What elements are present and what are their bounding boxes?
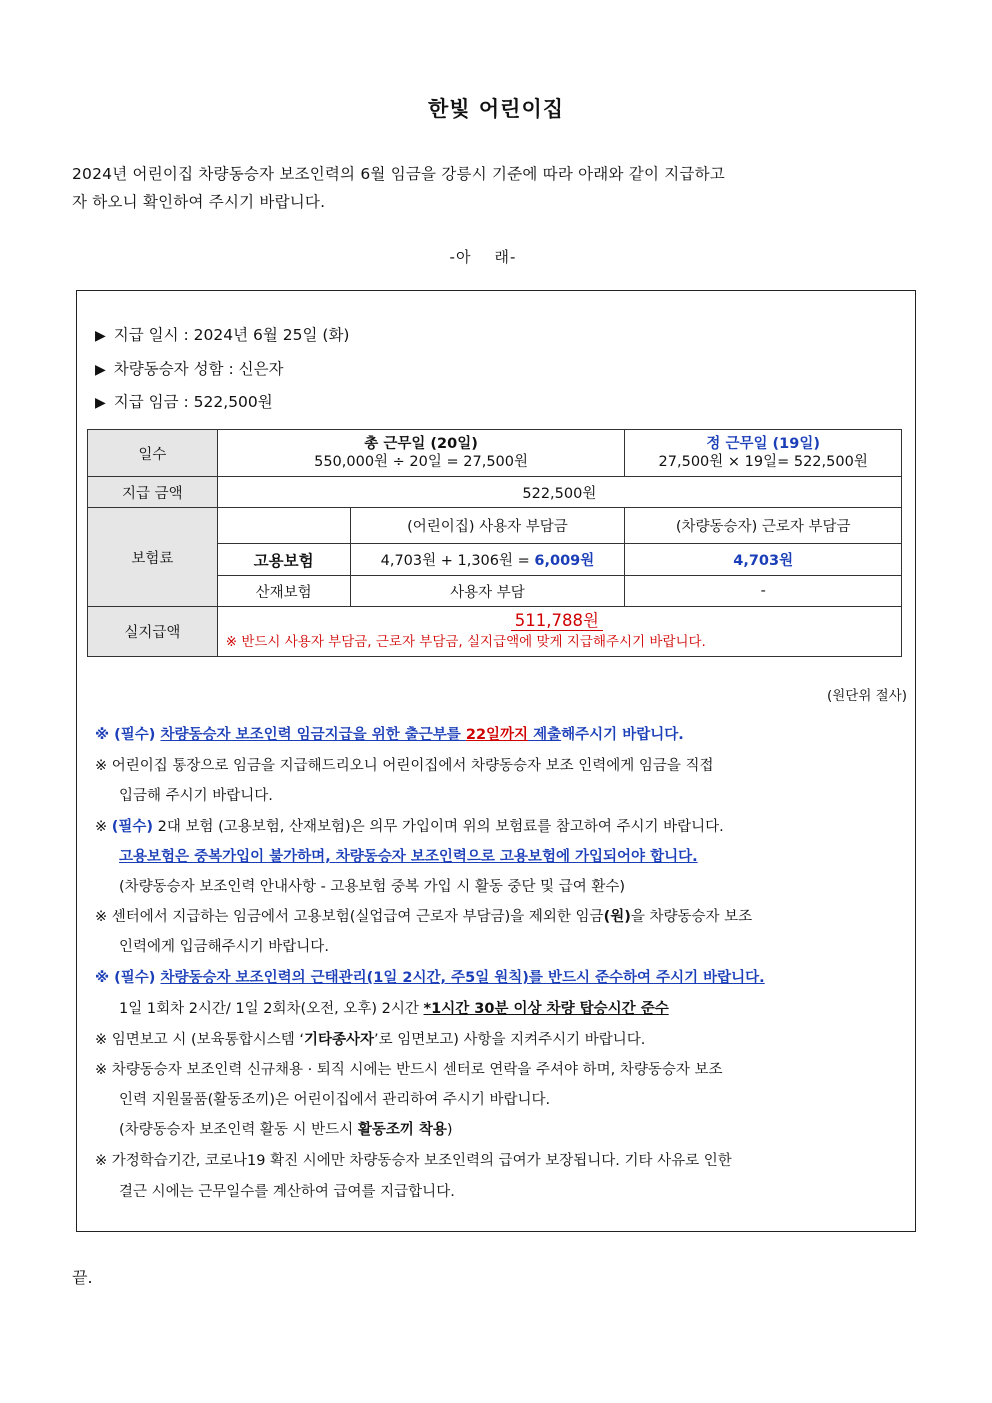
total-days-calc: 550,000원 ÷ 20일 = 27,500원 (314, 454, 528, 470)
net-pay-note: ※ 반드시 사용자 부담금, 근로자 부담금, 실지급액에 맞게 지급해주시기 바랍니다. (225, 634, 706, 650)
table-row (88, 607, 902, 657)
note-item: ※ (필수) 2대 보험 (고용보험, 산재보험)은 의무 가입이며 위의 보험료를 참고하여 주시기 바랍니다. (95, 819, 724, 835)
note-item-cont: (차량동승자 보조인력 활동 시 반드시 활동조끼 착용) (119, 1122, 453, 1138)
bullet-pay-date: ▶ 지급 일시 : 2024년 6월 25일 (화) (95, 326, 350, 344)
industrial-employer-value: 사용자 부담 (350, 576, 625, 607)
worker-share-header: (차량동승자) 근로자 부담금 (625, 508, 902, 544)
pay-amount-label: 지급 금액 (88, 477, 218, 508)
intro-paragraph (72, 160, 912, 216)
actual-days-cell (625, 430, 902, 477)
intro-line: 2024년 어린이집 차량동승자 보조인력의 6월 임금을 강릉시 기준에 따라 아래와 같이 지급하고 (72, 165, 725, 183)
table-row (88, 508, 902, 544)
empty-cell (217, 508, 350, 544)
note-item-cont: 인력 지원물품(활동조끼)은 어린이집에서 관리하여 주시기 바랍니다. (119, 1092, 551, 1108)
intro-line: 자 하오니 확인하여 주시기 바랍니다. (72, 193, 326, 211)
employment-employer-cell: 4,703원 + 1,306원 = 6,009원 (350, 544, 625, 576)
note-item-cont: 입금해 주시기 바랍니다. (119, 788, 273, 804)
net-pay-label: 실지급액 (88, 607, 218, 657)
employment-worker-value: 4,703원 (625, 544, 902, 576)
content-box (76, 290, 916, 1232)
triangle-bullet-icon: ▶ (95, 395, 106, 411)
table-row (88, 477, 902, 508)
note-item: ※ 차량동승자 보조인력 신규채용 · 퇴직 시에는 반드시 센터로 연락을 주셔야 하며, 차량동승자 보조 (95, 1062, 723, 1078)
triangle-bullet-icon: ▶ (95, 328, 106, 344)
employment-employer-total: 6,009원 (534, 553, 595, 569)
net-pay-amount: 511,788원 (511, 611, 603, 631)
bullet-pay-amount: ▶ 지급 임금 : 522,500원 (95, 393, 273, 411)
note-item-cont: 결근 시에는 근무일수를 계산하여 급여를 지급합니다. (119, 1184, 455, 1200)
employment-insurance-label: 고용보험 (217, 544, 350, 576)
note-item: ※ 센터에서 지급하는 임금에서 고용보험(실업급여 근로자 부담금)을 제외한 임금(원)을 차량동승자 보조 (95, 909, 753, 925)
note-item: ※ (필수) 차량동승자 보조인력의 근태관리(1일 2시간, 주5일 원칙)를 반드시 준수하여 주시기 바랍니다. (95, 970, 765, 986)
triangle-bullet-icon: ▶ (95, 362, 106, 378)
insurance-label: 보험료 (88, 508, 218, 607)
net-pay-cell (217, 607, 901, 657)
note-item: ※ (필수) 차량동승자 보조인력 임금지급을 위한 출근부를 22일까지 제출해주시기 바랍니다. (95, 727, 684, 743)
total-days-cell (217, 430, 625, 477)
bullet-name: ▶ 차량동승자 성함 : 신은자 (95, 360, 284, 378)
table-row (88, 430, 902, 477)
pay-table (87, 429, 902, 657)
pay-amount-value: 522,500원 (217, 477, 901, 508)
days-label: 일수 (88, 430, 218, 477)
rounding-note: (원단위 절사) (826, 688, 907, 704)
note-item: ※ 어린이집 통장으로 임금을 지급해드리오니 어린이집에서 차량동승자 보조 인력에게 임금을 직접 (95, 758, 714, 774)
note-item-cont: (차량동승자 보조인력 안내사항 - 고용보험 중복 가입 시 활동 중단 및 급여 환수) (119, 879, 626, 895)
document-title: 한빛 어린이집 (427, 97, 565, 121)
end-mark: 끝. (72, 1268, 93, 1287)
total-days-title: 총 근무일 (20일) (364, 436, 478, 452)
industrial-worker-value: - (625, 576, 902, 607)
note-item: ※ 임면보고 시 (보육통합시스템 ‘기타종사자’로 임면보고) 사항을 지켜주시기 바랍니다. (95, 1032, 646, 1048)
actual-days-title: 정 근무일 (19일) (706, 436, 820, 452)
employer-share-header: (어린이집) 사용자 부담금 (350, 508, 625, 544)
actual-days-calc: 27,500원 × 19일= 522,500원 (658, 454, 868, 470)
section-heading: -아 래- (449, 248, 517, 266)
note-item-cont: 1일 1회차 2시간/ 1일 2회차(오전, 오후) 2시간 *1시간 30분 이상 차량 탑승시간 준수 (119, 1001, 669, 1017)
note-item-cont: 고용보험은 중복가입이 불가하며, 차량동승자 보조인력으로 고용보험에 가입되어야 합니다. (119, 849, 698, 865)
note-item-cont: 인력에게 입금해주시기 바랍니다. (119, 939, 329, 955)
industrial-insurance-label: 산재보험 (217, 576, 350, 607)
note-item: ※ 가정학습기간, 코로나19 확진 시에만 차량동승자 보조인력의 급여가 보장됩니다. 기타 사유로 인한 (95, 1153, 732, 1169)
